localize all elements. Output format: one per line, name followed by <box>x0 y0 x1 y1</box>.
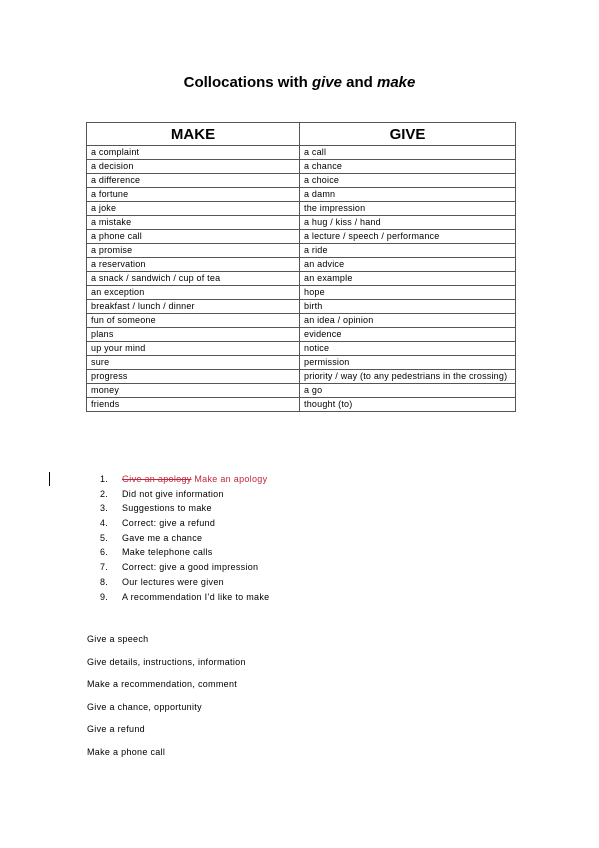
make-cell: breakfast / lunch / dinner <box>87 300 300 314</box>
table-header-row <box>87 123 516 146</box>
table-row <box>87 370 516 384</box>
list-number: 5. <box>100 532 109 543</box>
table-row <box>87 342 516 356</box>
make-cell: sure <box>87 356 300 370</box>
notes-section <box>87 633 246 769</box>
table-row <box>87 230 516 244</box>
give-cell: an advice <box>300 258 516 272</box>
give-cell: evidence <box>300 328 516 342</box>
title-prefix: Collocations with <box>183 74 312 91</box>
give-cell: a choice <box>300 174 516 188</box>
list-text: Did not give information <box>122 488 224 499</box>
collocations-table <box>86 122 516 412</box>
note-line[interactable]: Make a recommendation, comment <box>87 679 238 690</box>
give-cell: hope <box>300 286 516 300</box>
list-number: 1. <box>100 474 109 484</box>
make-cell: a complaint <box>87 146 300 160</box>
list-number: 6. <box>100 547 109 558</box>
list-text: Correct: give a good impression <box>122 562 259 573</box>
note-line[interactable]: Give a refund <box>87 724 145 735</box>
note-line[interactable]: Give a chance, opportunity <box>87 701 202 712</box>
list-text: Make telephone calls <box>122 547 213 558</box>
make-cell: a promise <box>87 244 300 258</box>
title-middle: and <box>341 74 377 91</box>
table-row <box>87 146 516 160</box>
table-row <box>87 160 516 174</box>
list-number: 3. <box>100 503 109 514</box>
give-cell: the impression <box>300 202 516 216</box>
header-give: GIVE <box>300 123 516 146</box>
give-cell: thought (to) <box>300 398 516 412</box>
make-cell: fun of someone <box>87 314 300 328</box>
give-cell: notice <box>300 342 516 356</box>
make-cell: a mistake <box>87 216 300 230</box>
make-cell: plans <box>87 328 300 342</box>
list-number: 9. <box>100 591 109 602</box>
title-word-make: make <box>377 74 416 91</box>
table-row <box>87 216 516 230</box>
note-line[interactable]: Make a phone call <box>87 746 166 757</box>
list-item[interactable] <box>100 560 269 575</box>
list-number: 7. <box>100 562 109 573</box>
make-cell: a joke <box>87 202 300 216</box>
list-item[interactable] <box>100 472 269 487</box>
list-number: 4. <box>100 518 109 529</box>
table-row <box>87 244 516 258</box>
make-cell: a reservation <box>87 258 300 272</box>
make-cell: up your mind <box>87 342 300 356</box>
give-cell: a go <box>300 384 516 398</box>
give-cell: priority / way (to any pedestrians in the crossing) <box>300 370 516 384</box>
text-cursor <box>49 472 50 486</box>
give-cell: a chance <box>300 160 516 174</box>
list-number: 2. <box>100 488 109 499</box>
table-row <box>87 356 516 370</box>
make-cell: a fortune <box>87 188 300 202</box>
make-cell: a difference <box>87 174 300 188</box>
table-row <box>87 188 516 202</box>
give-cell: a call <box>300 146 516 160</box>
list-item[interactable] <box>100 516 269 531</box>
list-item[interactable] <box>100 590 269 605</box>
give-cell: birth <box>300 300 516 314</box>
table-row <box>87 384 516 398</box>
list-item[interactable] <box>100 545 269 560</box>
table-row <box>87 328 516 342</box>
make-cell: a snack / sandwich / cup of tea <box>87 272 300 286</box>
give-cell: an example <box>300 272 516 286</box>
make-cell: a phone call <box>87 230 300 244</box>
list-text: Suggestions to make <box>122 503 212 514</box>
list-number: 8. <box>100 576 109 587</box>
list-text: A recommendation I’d like to make <box>122 591 270 602</box>
title-word-give: give <box>311 74 342 91</box>
header-make: MAKE <box>87 123 300 146</box>
correction-text: Make an apology <box>191 474 268 484</box>
answers-list <box>100 472 269 604</box>
give-cell: a damn <box>300 188 516 202</box>
give-cell: a hug / kiss / hand <box>300 216 516 230</box>
make-cell: friends <box>87 398 300 412</box>
make-cell: money <box>87 384 300 398</box>
make-cell: an exception <box>87 286 300 300</box>
note-line[interactable]: Give details, instructions, information <box>87 656 246 667</box>
give-cell: permission <box>300 356 516 370</box>
list-item[interactable] <box>100 501 269 516</box>
make-cell: progress <box>87 370 300 384</box>
make-cell: a decision <box>87 160 300 174</box>
table-row <box>87 174 516 188</box>
table-row <box>87 300 516 314</box>
table-row <box>87 314 516 328</box>
page-title <box>0 73 599 93</box>
table-row <box>87 272 516 286</box>
list-text: Correct: give a refund <box>122 518 216 529</box>
table-row <box>87 286 516 300</box>
struck-text: Give an apology <box>122 474 192 484</box>
list-item[interactable] <box>100 487 269 502</box>
note-line[interactable]: Give a speech <box>87 634 149 644</box>
give-cell: a lecture / speech / performance <box>300 230 516 244</box>
table-row <box>87 258 516 272</box>
list-item[interactable] <box>100 575 269 590</box>
table-row <box>87 398 516 412</box>
give-cell: an idea / opinion <box>300 314 516 328</box>
list-text: Gave me a chance <box>122 532 203 543</box>
list-text: Our lectures were given <box>122 576 224 587</box>
table-row <box>87 202 516 216</box>
list-item[interactable] <box>100 531 269 546</box>
give-cell: a ride <box>300 244 516 258</box>
